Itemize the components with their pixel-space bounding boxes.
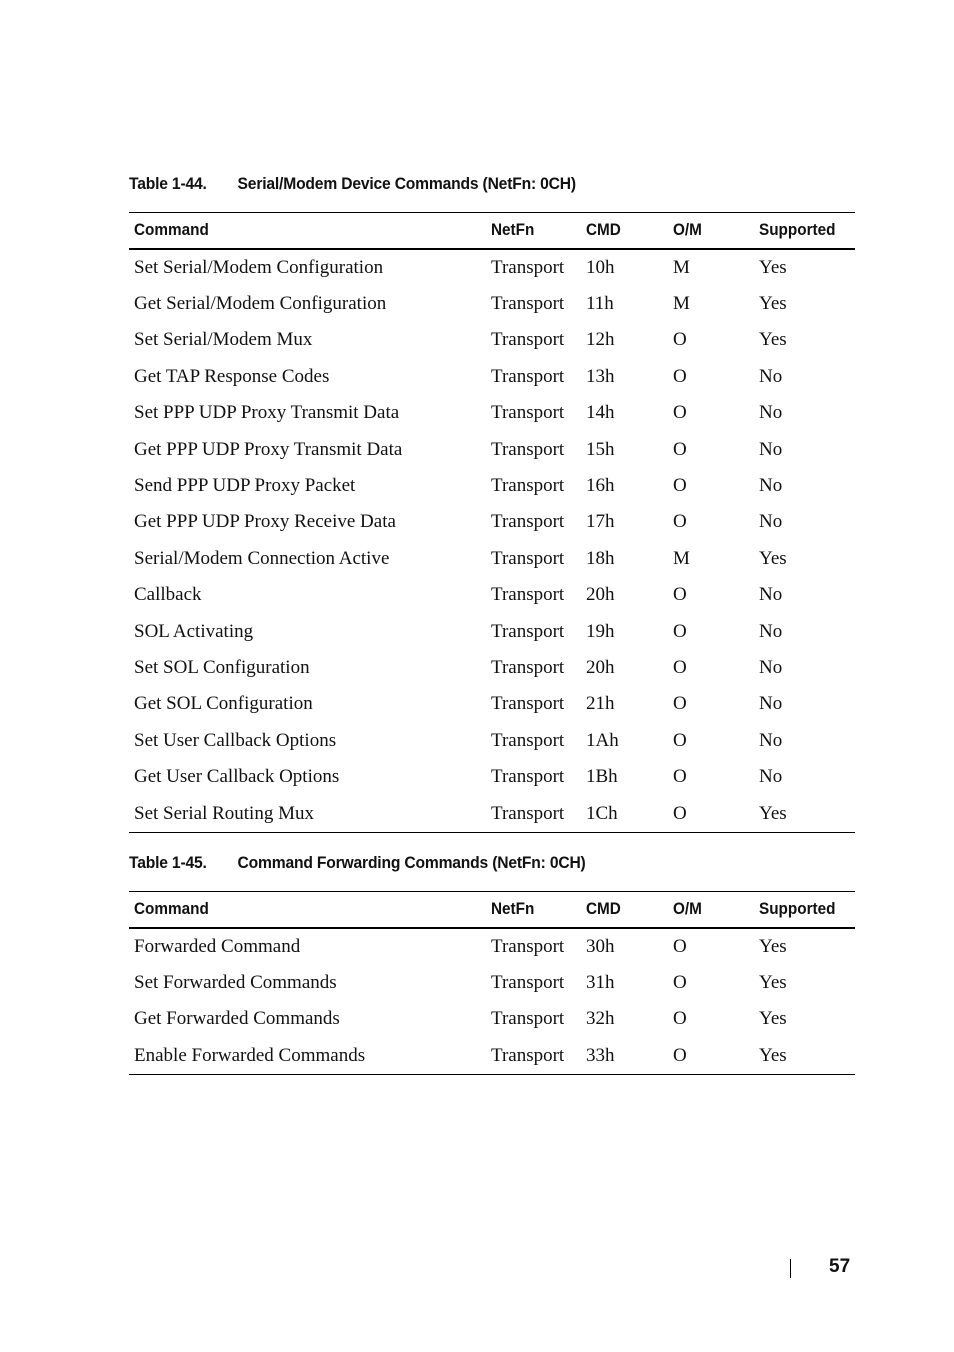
column-header-supported <box>754 892 855 928</box>
cell-command: Get Forwarded Commands <box>134 1008 340 1030</box>
cell-netfn: Transport <box>491 547 565 569</box>
cell-netfn: Transport <box>491 584 565 606</box>
cell-netfn: Transport <box>491 438 565 460</box>
cell-supported: No <box>759 511 783 533</box>
cell-supported: Yes <box>759 1008 787 1030</box>
cell-supported: Yes <box>759 329 787 351</box>
cell-cmd: 33h <box>581 1038 668 1075</box>
cell-netfn: Transport <box>491 766 565 788</box>
cell-supported: Yes <box>759 293 787 315</box>
column-header-command <box>129 892 486 928</box>
table-row <box>129 286 855 322</box>
table-row <box>129 759 855 795</box>
table-row <box>129 322 855 358</box>
cell-supported: No <box>759 656 783 678</box>
cell-supported: No <box>759 620 783 642</box>
column-header-netfn <box>486 892 581 928</box>
cell-netfn: Transport <box>491 256 565 278</box>
cell-om: O <box>673 511 687 533</box>
cell-netfn: Transport <box>491 935 565 957</box>
cell-om: O <box>673 729 687 751</box>
column-header-om <box>668 213 754 249</box>
cell-command: Forwarded Command <box>134 935 301 957</box>
column-header-label: NetFn <box>491 899 535 919</box>
table-1-44-caption <box>129 174 576 194</box>
cell-cmd: 1Ah <box>586 729 619 751</box>
cell-cmd: 13h <box>586 365 615 387</box>
cell-om: O <box>673 935 687 957</box>
table-row <box>129 431 855 467</box>
column-header-om <box>668 892 754 928</box>
command-forwarding-table <box>129 891 855 1075</box>
cell-command: Get TAP Response Codes <box>134 365 330 387</box>
cell-command: Set Serial/Modem Configuration <box>134 256 384 278</box>
cell-command: Enable Forwarded Commands <box>129 1038 486 1075</box>
cell-om: O <box>673 329 687 351</box>
cell-netfn: Transport <box>491 293 565 315</box>
cell-cmd: 32h <box>586 1008 615 1030</box>
cell-om: O <box>673 402 687 424</box>
cell-om: M <box>673 293 690 315</box>
caption-title: Command Forwarding Commands (NetFn: 0CH) <box>237 853 586 872</box>
column-header-netfn <box>486 213 581 249</box>
cell-netfn: Transport <box>491 729 565 751</box>
column-header-cmd <box>581 892 668 928</box>
cell-cmd: 21h <box>586 693 615 715</box>
table-row <box>129 249 855 286</box>
cell-netfn: Transport <box>491 656 565 678</box>
cell-command: Get SOL Configuration <box>134 693 313 715</box>
cell-supported: Yes <box>759 547 787 569</box>
table-row <box>129 613 855 649</box>
cell-supported: No <box>759 402 783 424</box>
cell-cmd: 20h <box>586 656 615 678</box>
cell-netfn: Transport <box>491 402 565 424</box>
caption-title: Serial/Modem Device Commands (NetFn: 0CH) <box>237 174 576 193</box>
column-header-label: Command <box>134 220 209 240</box>
cell-supported: Yes <box>754 1038 855 1075</box>
cell-om: O <box>673 1008 687 1030</box>
column-header-label: CMD <box>586 220 621 240</box>
cell-command: Callback <box>134 584 202 606</box>
cell-cmd: 1Bh <box>586 766 618 788</box>
cell-netfn: Transport <box>486 795 581 832</box>
column-header-command <box>129 213 486 249</box>
cell-supported: Yes <box>759 935 787 957</box>
table-row <box>129 504 855 540</box>
cell-netfn: Transport <box>491 1008 565 1030</box>
cell-command: Set Forwarded Commands <box>134 972 337 994</box>
cell-om: O <box>673 693 687 715</box>
page-number-divider <box>790 1259 791 1278</box>
cell-command: Set Serial Routing Mux <box>129 795 486 832</box>
cell-om: M <box>673 256 690 278</box>
cell-cmd: 14h <box>586 402 615 424</box>
cell-cmd: 15h <box>586 438 615 460</box>
table-row <box>129 965 855 1001</box>
cell-cmd: 10h <box>586 256 615 278</box>
header-row <box>129 892 855 928</box>
cell-cmd: 18h <box>586 547 615 569</box>
column-header-label: Supported <box>759 899 836 919</box>
cell-command: Set Serial/Modem Mux <box>134 329 313 351</box>
cell-om: O <box>673 475 687 497</box>
cell-netfn: Transport <box>491 972 565 994</box>
cell-supported: Yes <box>759 256 787 278</box>
cell-om: O <box>673 365 687 387</box>
cell-command: SOL Activating <box>134 620 254 642</box>
cell-cmd: 16h <box>586 475 615 497</box>
table-row <box>129 928 855 965</box>
cell-om: O <box>673 438 687 460</box>
cell-netfn: Transport <box>491 693 565 715</box>
column-header-label: Command <box>134 899 209 919</box>
cell-netfn: Transport <box>491 475 565 497</box>
cell-cmd: 31h <box>586 972 615 994</box>
cell-command: Send PPP UDP Proxy Packet <box>134 475 356 497</box>
cell-cmd: 20h <box>586 584 615 606</box>
cell-netfn: Transport <box>491 329 565 351</box>
table-1-45-caption <box>129 853 586 873</box>
cell-om: O <box>673 620 687 642</box>
cell-om: O <box>668 795 754 832</box>
cell-command: Get PPP UDP Proxy Receive Data <box>134 511 396 533</box>
cell-command: Set User Callback Options <box>134 729 337 751</box>
cell-command: Get Serial/Modem Configuration <box>134 293 387 315</box>
cell-cmd: 11h <box>586 293 614 315</box>
cell-supported: No <box>759 475 783 497</box>
cell-netfn: Transport <box>491 511 565 533</box>
cell-cmd: 12h <box>586 329 615 351</box>
table-row <box>129 686 855 722</box>
cell-supported: No <box>759 365 783 387</box>
cell-cmd: 30h <box>586 935 615 957</box>
cell-command: Get User Callback Options <box>134 766 340 788</box>
table-row <box>129 795 855 832</box>
table-row <box>129 1001 855 1037</box>
column-header-supported <box>754 213 855 249</box>
cell-supported: No <box>759 584 783 606</box>
column-header-label: Supported <box>759 220 836 240</box>
cell-om: O <box>673 584 687 606</box>
cell-om: O <box>668 1038 754 1075</box>
table-row <box>129 541 855 577</box>
caption-number: Table 1-44. <box>129 174 207 193</box>
column-header-label: O/M <box>673 220 702 240</box>
page-number: 57 <box>829 1256 851 1277</box>
cell-supported: No <box>759 693 783 715</box>
cell-netfn: Transport <box>491 620 565 642</box>
table-row <box>129 723 855 759</box>
caption-number: Table 1-45. <box>129 853 207 872</box>
cell-supported: No <box>759 766 783 788</box>
cell-command: Set SOL Configuration <box>134 656 310 678</box>
column-header-label: CMD <box>586 899 621 919</box>
header-row <box>129 213 855 249</box>
column-header-cmd <box>581 213 668 249</box>
column-header-label: NetFn <box>491 220 535 240</box>
table-row <box>129 650 855 686</box>
serial-modem-commands-table <box>129 212 855 833</box>
cell-om: O <box>673 656 687 678</box>
table-row <box>129 577 855 613</box>
cell-command: Set PPP UDP Proxy Transmit Data <box>134 402 400 424</box>
table-row <box>129 395 855 431</box>
cell-command: Serial/Modem Connection Active <box>134 547 390 569</box>
cell-om: M <box>673 547 690 569</box>
cell-netfn: Transport <box>491 365 565 387</box>
cell-supported: Yes <box>759 972 787 994</box>
cell-supported: Yes <box>754 795 855 832</box>
cell-cmd: 1Ch <box>581 795 668 832</box>
cell-om: O <box>673 972 687 994</box>
cell-om: O <box>673 766 687 788</box>
column-header-label: O/M <box>673 899 702 919</box>
table-row <box>129 468 855 504</box>
cell-supported: No <box>759 729 783 751</box>
cell-supported: No <box>759 438 783 460</box>
table-row <box>129 1038 855 1075</box>
cell-command: Get PPP UDP Proxy Transmit Data <box>134 438 403 460</box>
cell-cmd: 19h <box>586 620 615 642</box>
cell-cmd: 17h <box>586 511 615 533</box>
table-row <box>129 359 855 395</box>
cell-netfn: Transport <box>486 1038 581 1075</box>
